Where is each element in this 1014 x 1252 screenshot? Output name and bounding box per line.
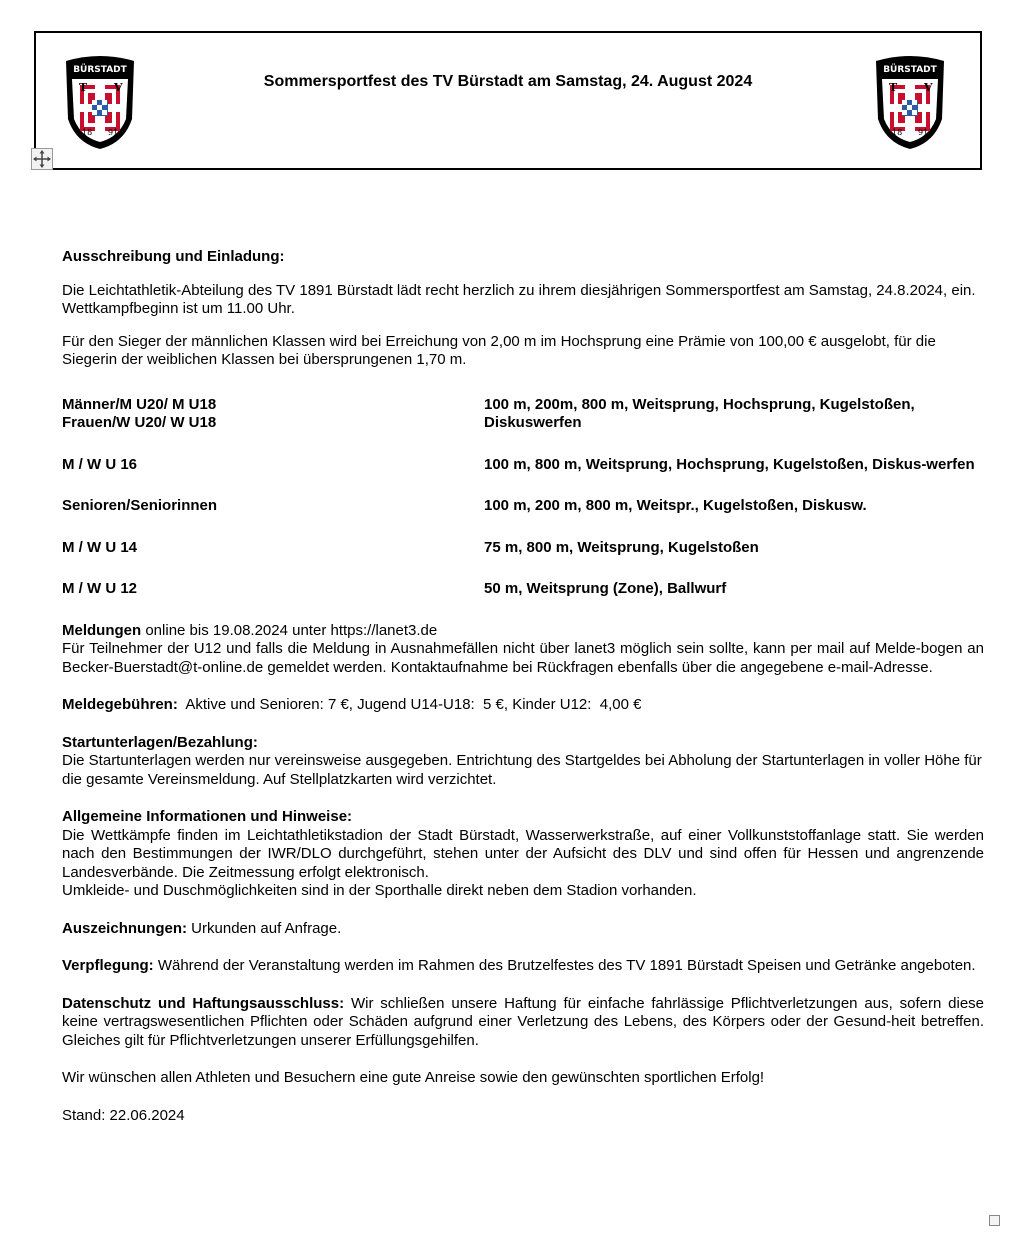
class-line: Frauen/W U20/ W U18 — [62, 414, 217, 431]
class-cell: M / W U 12 — [62, 580, 138, 597]
awards-label: Auszeichnungen: — [62, 919, 188, 937]
start-docs-section — [62, 734, 984, 790]
events-cell: 50 m, Weitsprung (Zone), Ballwurf — [484, 580, 727, 597]
logo-year-right: 91 — [918, 128, 929, 137]
document-body — [62, 248, 984, 1144]
class-line: Männer/M U20/ M U18 — [62, 395, 217, 413]
awards-text: Urkunden auf Anfrage. — [187, 919, 342, 937]
info-sections — [62, 622, 984, 1126]
intro-paragraph-1: Die Leichtathletik-Abteilung des TV 1891 Bürstadt lädt recht herzlich zu ihrem diesjährigen Sommersportfest am Samstag, 24.8.2024, ein. Wettkampfbeginn ist um 11.00 Uhr. — [62, 281, 976, 317]
logo-letter-v: V — [114, 81, 123, 94]
logo-town-text: BÜRSTADT — [883, 65, 937, 75]
class-cell: M / W U 16 — [62, 455, 138, 473]
fees-section — [62, 696, 984, 715]
catering-section — [62, 957, 984, 976]
stand-date: Stand: 22.06.2024 — [62, 1106, 185, 1124]
events-cell: 100 m, 200 m, 800 m, Weitspr., Kugelstoßen, Diskusw. — [484, 497, 867, 514]
club-logo-right — [872, 55, 948, 151]
fees-label: Meldegebühren: — [62, 696, 178, 713]
awards-section — [62, 920, 984, 939]
resize-handle[interactable] — [989, 1215, 1000, 1226]
table-row — [62, 539, 984, 558]
registration-section — [62, 622, 984, 678]
class-cell: Senioren/Seniorinnen — [62, 497, 218, 514]
logo-letter-t: T — [79, 81, 88, 94]
logo-town-text: BÜRSTADT — [73, 65, 127, 75]
registration-label: Meldungen — [62, 621, 142, 639]
class-cell — [62, 396, 484, 433]
start-docs-text: Die Startunterlagen werden nur vereinsweise ausgegeben. Entrichtung des Startgeldes bei Abholung der Startunterlagen in voller Höhe für die gesamte Vereinsmeldung. Auf Stellplatzkarten wird verzichtet. — [62, 752, 982, 788]
logo-year-left: 18 — [892, 128, 903, 137]
fees-text: Aktive und Senioren: 7 €, Jugend U14-U18: 5 €, Kinder U12: 4,00 € — [177, 696, 642, 713]
table-row — [62, 497, 984, 516]
table-move-handle[interactable] — [31, 148, 53, 170]
privacy-label: Datenschutz und Haftungsausschluss: — [62, 994, 345, 1012]
general-info-facilities: Umkleide- und Duschmöglichkeiten sind in der Sporthalle direkt neben dem Stadion vorhanden. — [62, 882, 697, 899]
start-docs-label: Startunterlagen/Bezahlung: — [62, 733, 258, 751]
intro-paragraph-2: Für den Sieger der männlichen Klassen wird bei Erreichung von 2,00 m im Hochsprung eine Prämie von 100,00 € ausgelobt, für die Siegerin der weiblichen Klassen bei übersprungenen 1,70 m. — [62, 332, 936, 368]
club-logo-left — [62, 55, 138, 151]
logo-letter-v: V — [924, 81, 933, 94]
registration-text: Für Teilnehmer der U12 und falls die Meldung in Ausnahmefällen nicht über lanet3 möglich sein sollte, kann per mail auf Melde-bogen an Becker-Buerstadt@t-online.de gemeldet werden. Kontaktaufnahme bei Rückfragen ebenfalls über die angegebene e-mail-Adresse. — [62, 640, 984, 676]
events-cell: 100 m, 200m, 800 m, Weitsprung, Hochsprung, Kugelstoßen, Diskuswerfen — [484, 395, 915, 431]
privacy-section — [62, 995, 984, 1051]
table-row — [62, 396, 984, 433]
general-info-text: Die Wettkämpfe finden im Leichtathletikstadion der Stadt Bürstadt, Wasserwerkstraße, auf einer Vollkunststoffanlage statt. Sie werden nach den Bestimmungen der IWR/DLO durchgeführt, stehen unter der Aufsicht des DLV und sind offen für Hessen und angrenzende Landesverbände. Die Zeitmessung erfolgt elektronisch. — [62, 826, 984, 881]
general-info-label: Allgemeine Informationen und Hinweise: — [62, 808, 353, 825]
catering-text: Während der Veranstaltung werden im Rahmen des Brutzelfestes des TV 1891 Bürstadt Speisen und Getränke angeboten. — [153, 957, 976, 974]
move-arrows-icon — [32, 149, 52, 169]
registration-online: online bis 19.08.2024 unter https://lanet3.de — [141, 621, 438, 639]
events-cell: 75 m, 800 m, Weitsprung, Kugelstoßen — [484, 538, 759, 556]
events-cell: 100 m, 800 m, Weitsprung, Hochsprung, Kugelstoßen, Diskus-werfen — [484, 455, 975, 473]
intro-heading: Ausschreibung und Einladung: — [62, 248, 285, 265]
privacy-text: Wir schließen unsere Haftung für einfache fahrlässige Pflichtverletzungen aus, sofern diese keine vertragswesentlichen Pflichten oder Schäden aufgrund einer Verletzung des Lebens, des Körpers oder der Gesund-heit betreffen. Gleiches gilt für Pflichtverletzungen unserer Erfüllungsgehilfen. — [62, 994, 985, 1049]
page-title: Sommersportfest des TV Bürstadt am Samstag, 24. August 2024 — [263, 73, 753, 90]
disciplines-table — [62, 396, 984, 599]
catering-label: Verpflegung: — [62, 957, 154, 974]
header-box — [34, 31, 982, 170]
class-cell: M / W U 14 — [62, 538, 138, 556]
closing-text: Wir wünschen allen Athleten und Besuchern eine gute Anreise sowie den gewünschten sportlichen Erfolg! — [62, 1069, 765, 1086]
table-row — [62, 456, 984, 475]
logo-letter-t: T — [889, 81, 898, 94]
logo-year-right: 91 — [108, 128, 119, 137]
logo-year-left: 18 — [82, 128, 93, 137]
general-info-section — [62, 808, 984, 901]
table-row — [62, 580, 984, 599]
